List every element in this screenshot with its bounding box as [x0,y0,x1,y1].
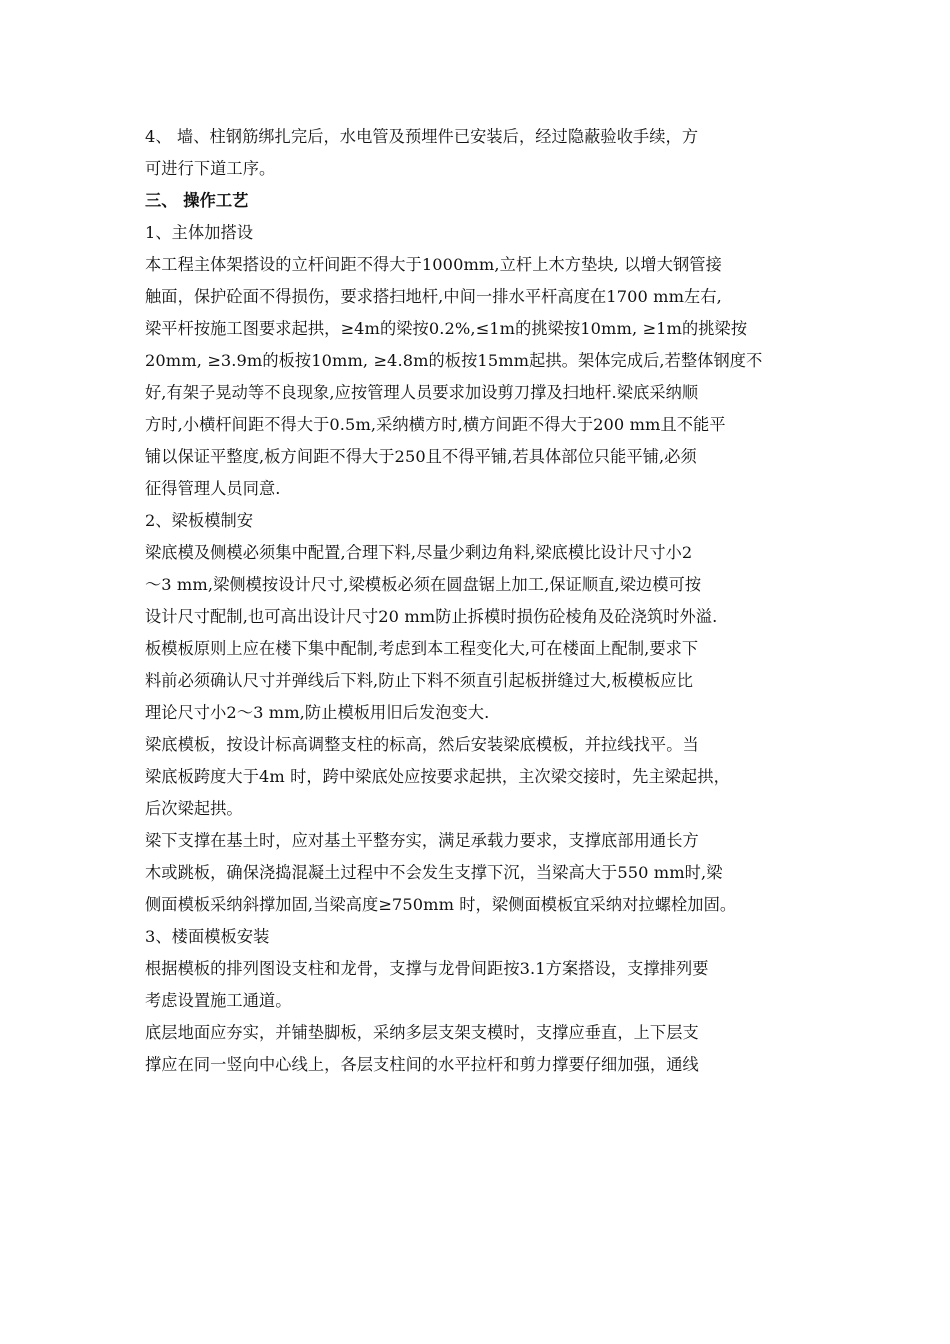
paragraph-line: 木或跳板，确保浇捣混凝土过程中不会发生支撑下沉，当梁高大于550 mm时,梁 [145,863,723,882]
subsection-heading: 3、楼面模板安装 [145,927,270,946]
paragraph-line: 方时,小横杆间距不得大于0.5m,采纳横方时,横方间距不得大于200 mm且不能平 [145,415,726,434]
paragraph-line: 触面，保护砼面不得损伤，要求搭扫地杆,中间一排水平杆高度在1700 mm左右, [145,287,722,306]
paragraph-line: 侧面模板采纳斜撑加固,当梁高度≥750mm 时，梁侧面模板宜采纳对拉螺栓加固。 [145,895,737,914]
section-heading: 三、 操作工艺 [145,191,249,210]
paragraph-line: 本工程主体架搭设的立杆间距不得大于1000mm,立杆上木方垫块, 以增大钢管接 [145,255,722,274]
paragraph-line: 梁下支撑在基土时，应对基土平整夯实，满足承载力要求，支撑底部用通长方 [145,831,699,850]
paragraph-line: 梁平杆按施工图要求起拱，≥4m的梁按0.2%,≤1m的挑梁按10mm, ≥1m的挑梁按 [145,319,748,338]
paragraph-line: 梁底板跨度大于4m 时，跨中梁底处应按要求起拱，主次梁交接时，先主梁起拱， [145,767,730,786]
paragraph-line: 板模板原则上应在楼下集中配制,考虑到本工程变化大,可在楼面上配制,要求下 [145,639,699,658]
paragraph-line: 征得管理人员同意. [145,479,281,498]
subsection-heading: 2、梁板模制安 [145,511,254,530]
paragraph-line: 撑应在同一竖向中心线上，各层支柱间的水平拉杆和剪力撑要仔细加强，通线 [145,1055,699,1074]
paragraph-line: ～3 mm,梁侧模按设计尺寸,梁模板必须在圆盘锯上加工,保证顺直,梁边模可按 [145,575,702,594]
paragraph-line: 好,有架子晃动等不良现象,应按管理人员要求加设剪刀撑及扫地杆.梁底采纳顺 [145,383,699,402]
paragraph-line: 后次梁起拱。 [145,799,243,818]
paragraph-line: 考虑设置施工通道。 [145,991,292,1010]
paragraph-line: 铺以保证平整度,板方间距不得大于250且不得平铺,若具体部位只能平铺,必须 [145,447,697,466]
subsection-heading: 1、主体加搭设 [145,223,254,242]
paragraph-line: 底层地面应夯实，并铺垫脚板，采纳多层支架支模时，支撑应垂直，上下层支 [145,1023,699,1042]
paragraph-line: 料前必须确认尺寸并弹线后下料,防止下料不须直引起板拼缝过大,板模板应比 [145,671,693,690]
paragraph-line: 可进行下道工序。 [145,159,276,178]
document-body [145,121,825,1081]
paragraph-line: 梁底模及侧模必须集中配置,合理下料,尽量少剩边角料,梁底模比设计尺寸小2 [145,543,693,562]
paragraph-line: 根据模板的排列图设支柱和龙骨，支撑与龙骨间距按3.1方案搭设，支撑排列要 [145,959,709,978]
paragraph-line: 梁底模板，按设计标高调整支柱的标高，然后安装梁底模板，并拉线找平。当 [145,735,699,754]
paragraph-line: 设计尺寸配制,也可高出设计尺寸20 mm防止拆模时损伤砼棱角及砼浇筑时外溢. [145,607,718,626]
paragraph-line: 20mm, ≥3.9m的板按10mm, ≥4.8m的板按15mm起拱。架体完成后,若整体钢度不 [145,351,763,370]
paragraph-line: 理论尺寸小2～3 mm,防止模板用旧后发泡变大. [145,703,490,722]
paragraph-line: 4、 墙、柱钢筋绑扎完后，水电管及预埋件已安装后，经过隐蔽验收手续，方 [145,127,699,146]
